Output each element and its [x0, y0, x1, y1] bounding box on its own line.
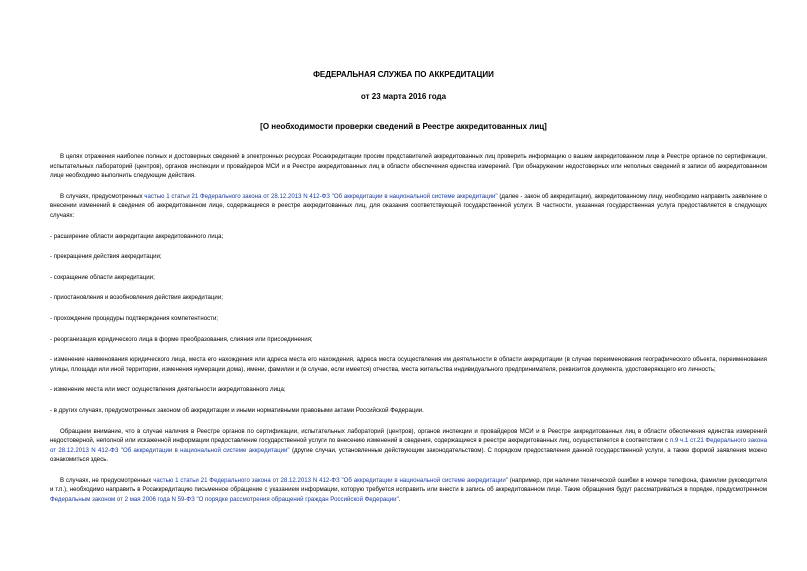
list-item: - расширение области аккредитации аккредитованного лица; — [50, 232, 224, 240]
document-body — [50, 152, 767, 505]
paragraph-cases — [50, 192, 767, 221]
law-link[interactable]: частью 1 статьи 21 Федерального закона от 28.12.2013 N 412-ФЗ "Об аккредитации в национальной системе аккредитации" — [153, 476, 508, 484]
organization-name: ФЕДЕРАЛЬНАЯ СЛУЖБА ПО АККРЕДИТАЦИИ — [313, 70, 494, 79]
text: Обращаем внимание, что в случае наличия в Реестре органов по сертификации, испытательных лабораторий (центров), органов инспекции и провайдеров МСИ и в Реестре аккредитованных лиц в области обеспечения единства измерений недостоверной, неполной или искаженной информации предоставление государственной услуги по внесению изменений в сведения, содержащиеся в реестре аккредитованных лиц, осуществляется в соответствии с — [50, 427, 767, 445]
law-link[interactable]: Федеральным законом от 2 мая 2006 года N 59-ФЗ "О порядке рассмотрения обращений граждан Российской Федерации" — [50, 496, 399, 504]
list-item: - изменение наименования юридического лица, места его нахождения или адреса места его нахождения, адреса места осуществления им деятельности в области аккредитации (в случае переименования географического объекта, переименования улицы, площади или иной территории, изменения нумерации дома), имени, фамилии и (в случае, если имеется) отчества, места жительства индивидуального предпринимателя, реквизитов документа, удостоверяющего его личность; — [50, 356, 767, 373]
document-date: от 23 марта 2016 года — [360, 92, 447, 101]
text: В случаях, предусмотренных — [60, 192, 145, 200]
list-item: - реорганизация юридического лица в форме преобразования, слияния или присоединения; — [50, 335, 313, 343]
text: . — [398, 496, 401, 504]
paragraph-attention — [50, 427, 767, 465]
list-item: - приостановления и возобновления действия аккредитации; — [50, 294, 223, 302]
list-item: - прекращения действия аккредитации; — [50, 253, 162, 261]
paragraph-intro: В целях отражения наиболее полных и достоверных сведений в электронных ресурсах Росаккредитации просим представителей аккредитованных лиц проверить информацию о вашем аккредитованном лице в Реестре органов по сертификации, испытательных лабораторий (центров), органов инспекции и провайдеров МСИ и в Реестре аккредитованных лиц в области обеспечения единства измерений. При обнаружении недостоверных или неполных сведений в записи об аккредитованном лице необходимо выполнить следующие действия. — [50, 153, 767, 180]
list-item: - изменение места или мест осуществления деятельности аккредитованного лица; — [50, 386, 286, 394]
list-item: - сокращение области аккредитации; — [50, 273, 155, 281]
list-item: - прохождение процедуры подтверждения компетентности; — [50, 314, 219, 322]
text: В случаях, не предусмотренных — [60, 476, 154, 484]
list-item: - в других случаях, предусмотренных законом об аккредитации и иными нормативными правовыми актами Российской Федерации. — [50, 406, 424, 414]
text: (далее - закон об аккредитации), аккредитованному лицу, необходимо направить заявление о внесении изменений в сведения об аккредитованном лице, содержащиеся в реестре аккредитованных лиц, для оказания соответствующей государственной услуги. В частности, указанная государственная услуга предоставляется в следующих случаях: — [50, 192, 768, 219]
law-link[interactable]: частью 1 статьи 21 Федерального закона от 28.12.2013 N 412-ФЗ "Об аккредитации в национальной системе аккредитации" — [144, 192, 498, 200]
document-title: [О необходимости проверки сведений в Реестре аккредитованных лиц] — [260, 122, 547, 131]
text: (например, при наличии технической ошибки в номере телефона, фамилии руководителя и т.п.), необходимо направить в Росаккредитацию письменное обращение с указанием информации, которую требуется исправить или внести в запись об аккредитованном лице. Такие обращения будут рассматриваться в порядке, предусмотренном — [50, 476, 768, 494]
text: (другие случаи, установленные действующим законодательством). С порядком предоставления данной государственной услуги, а также формой заявления можно ознакомиться здесь. — [50, 446, 767, 464]
law-link[interactable]: п.9 ч.1 ст.21 Федерального закона от 28.12.2013 N 412-ФЗ "Об аккредитации в национальной системе аккредитации" — [50, 437, 767, 454]
paragraph-other-cases — [50, 476, 767, 505]
